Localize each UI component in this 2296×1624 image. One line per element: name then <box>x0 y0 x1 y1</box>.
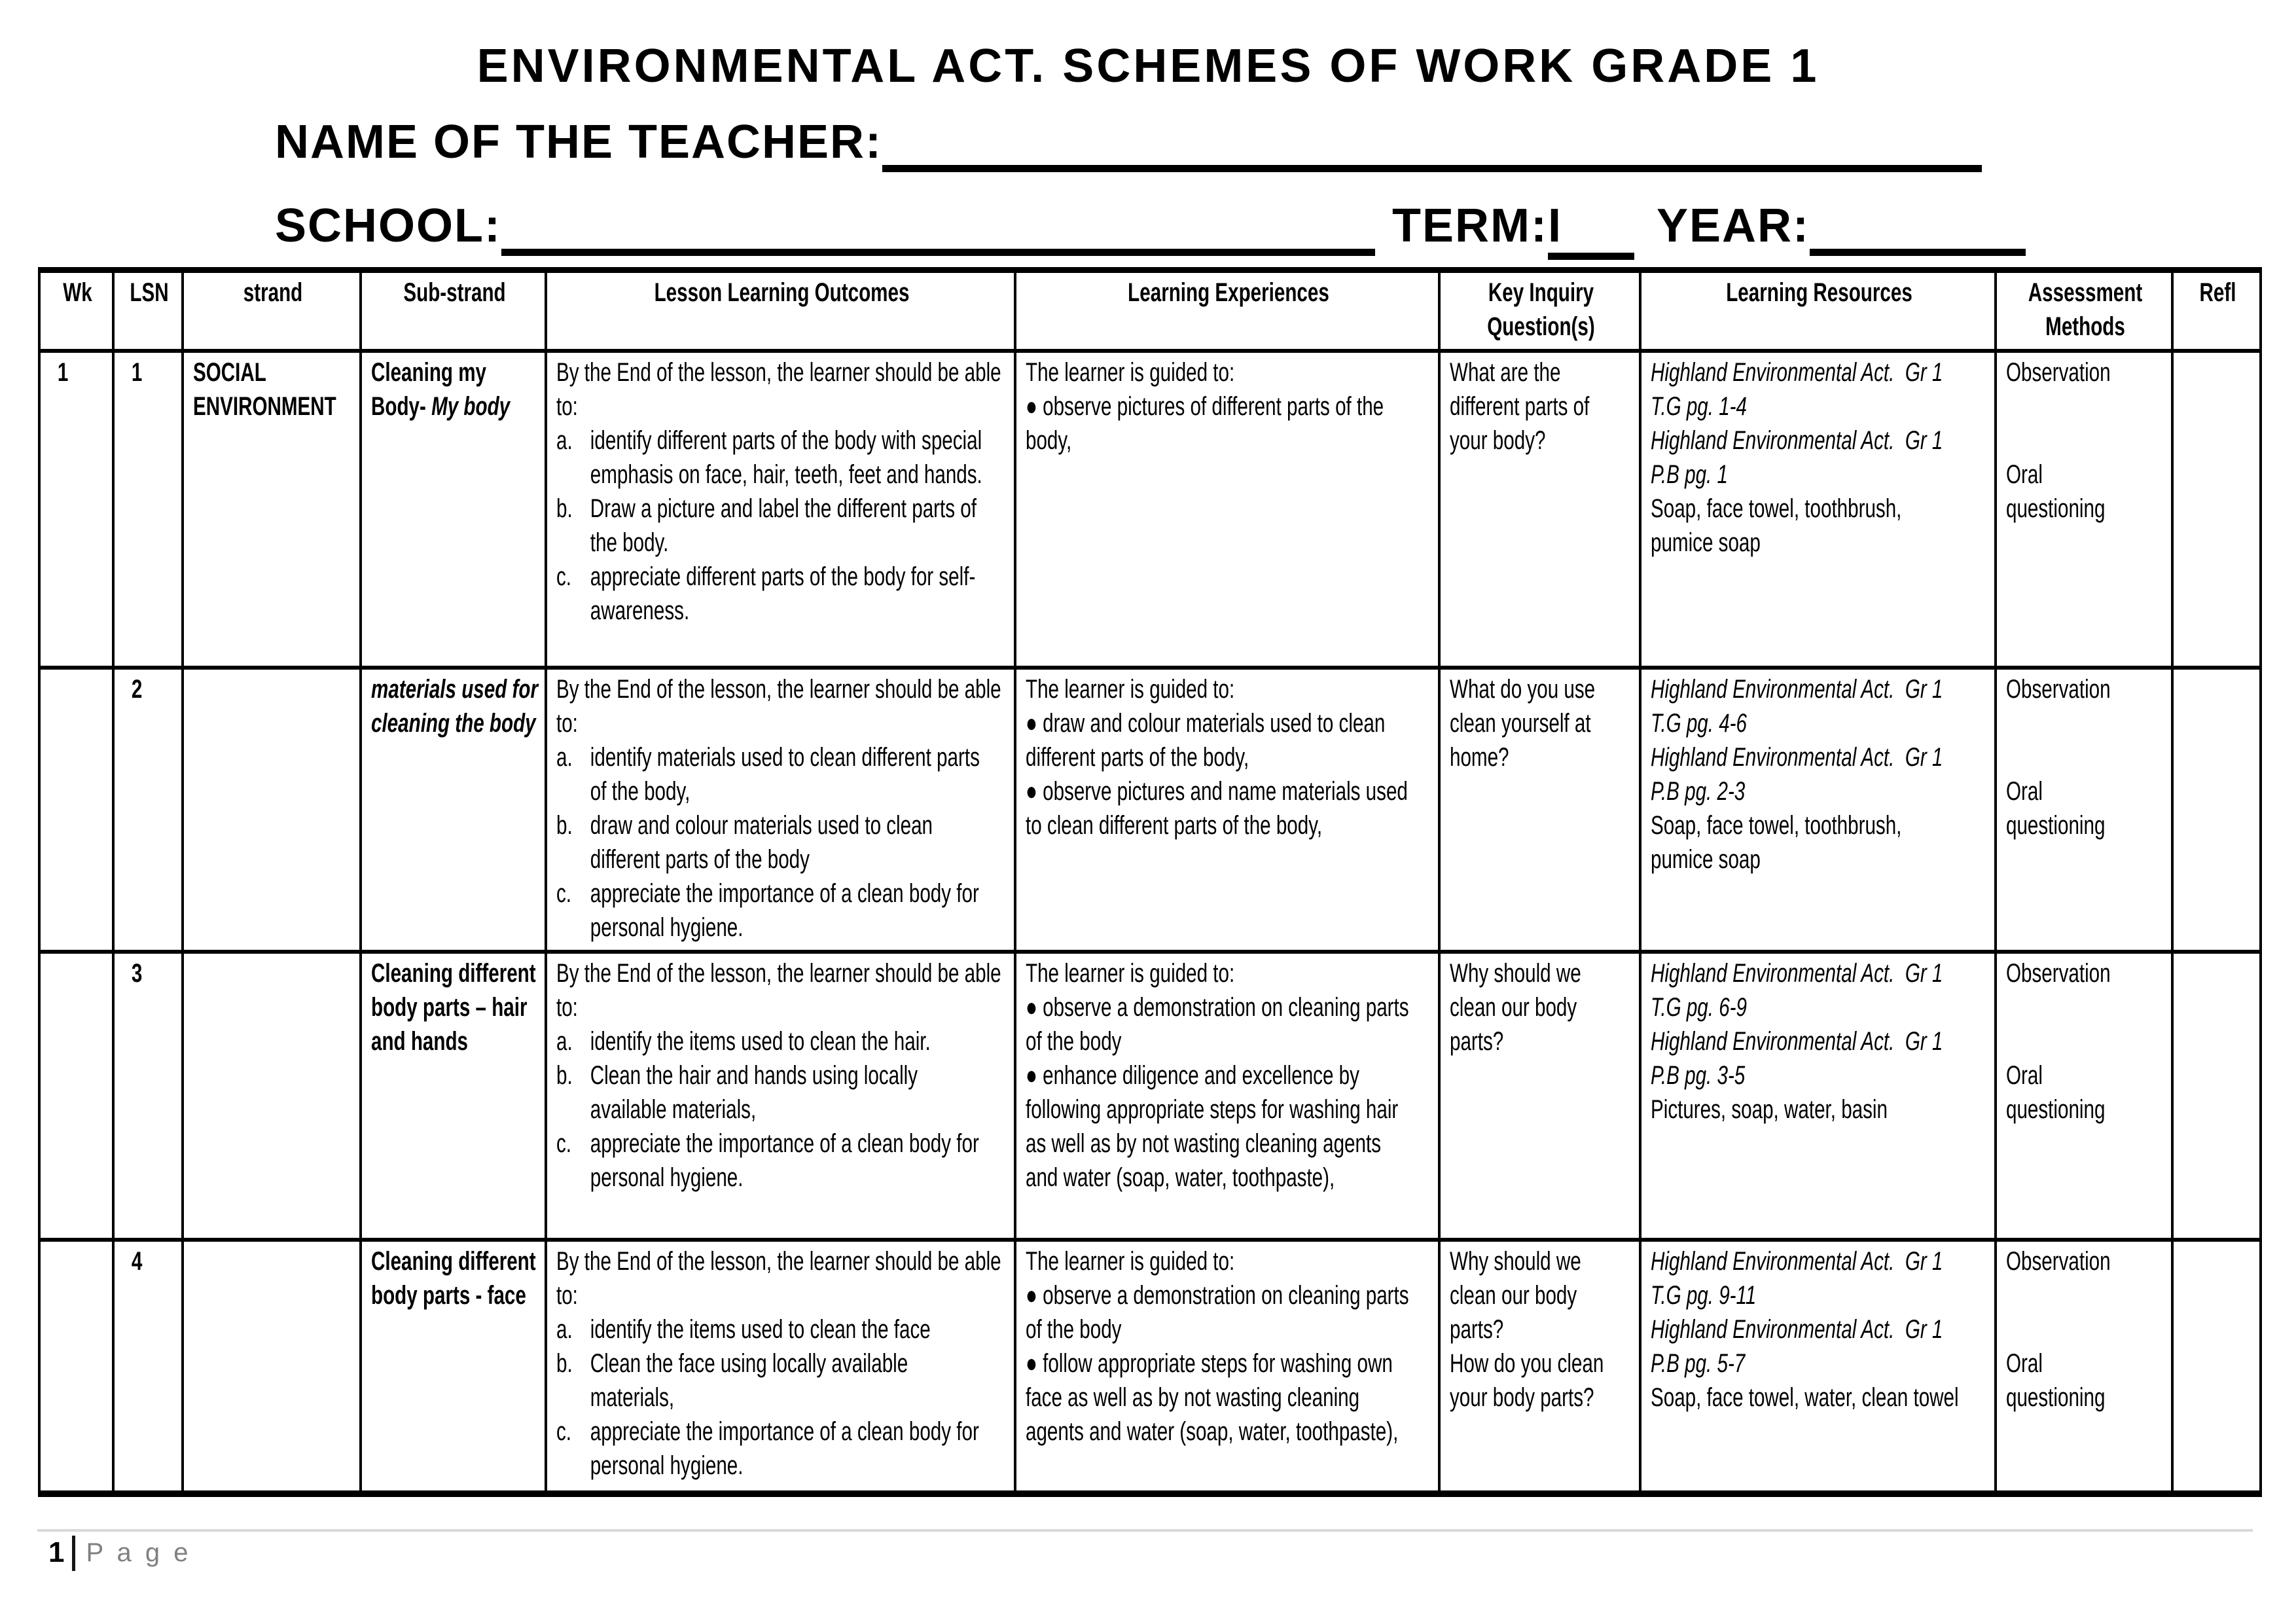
outcomes-intro: By the End of the lesson, the learner should be able to: <box>556 675 1001 738</box>
outcome-item-text: draw and colour materials used to clean different parts of the body <box>590 811 933 874</box>
outcome-item-label: a. <box>556 743 573 772</box>
assessment-method: Observation <box>2006 358 2111 387</box>
outcome-item <box>556 1024 1007 1058</box>
inquiry-content <box>1450 956 1632 1058</box>
outcomes-intro: By the End of the lesson, the learner should be able to: <box>556 959 1001 1022</box>
wk-cell <box>41 353 115 666</box>
experience-bullet: ● enhance diligence and excellence by following appropriate steps for washing hair as well as by not wasting cleaning agents and water (soap, water, toothpaste), <box>1026 1061 1399 1192</box>
outcome-item <box>556 808 1007 876</box>
outcome-item <box>556 1127 1007 1195</box>
experiences-content <box>1026 355 1431 458</box>
teacher-blank-line <box>882 165 1982 172</box>
experiences-cell <box>1016 353 1441 666</box>
outcome-item-label: b. <box>556 1061 573 1090</box>
footer-rule <box>37 1529 2253 1532</box>
strand-cell <box>184 1242 362 1490</box>
outcome-item <box>556 1346 1007 1415</box>
experiences-content <box>1026 956 1431 1195</box>
outcome-item <box>556 876 1007 945</box>
school-blank-line <box>501 249 1375 256</box>
table-header-row <box>41 273 2259 349</box>
resource-item: Highland Environmental Act. Gr 1 P.B pg. 2-3 <box>1651 743 1948 806</box>
table-row <box>41 950 2259 1238</box>
resource-item: Highland Environmental Act. Gr 1 T.G pg. 6-9 <box>1651 959 1948 1022</box>
sub-strand-value <box>371 1244 547 1312</box>
strand-cell <box>184 353 362 666</box>
resources-content <box>1651 1244 1988 1415</box>
outcome-item-label: a. <box>556 1315 573 1344</box>
col-header-lsn: LSN <box>115 273 184 349</box>
refl-cell <box>2174 954 2259 1238</box>
strand-cell <box>184 670 362 950</box>
resources-cell <box>1641 1242 1997 1490</box>
outcome-item-text: Clean the face using locally available materials, <box>590 1349 908 1412</box>
resource-item: Highland Environmental Act. Gr 1 T.G pg. 9-11 <box>1651 1247 1948 1310</box>
sub-strand-cell <box>362 670 547 950</box>
resources-cell <box>1641 954 1997 1238</box>
outcome-item-label: b. <box>556 494 573 523</box>
assessment-cell <box>1997 670 2174 950</box>
outcomes-intro: By the End of the lesson, the learner should be able to: <box>556 358 1001 421</box>
wk-cell <box>41 1242 115 1490</box>
outcomes-content <box>556 956 1007 1195</box>
page-title: ENVIRONMENTAL ACT. SCHEMES OF WORK GRADE 1 <box>476 40 1820 92</box>
sub-strand-value <box>371 355 547 424</box>
resource-item: Highland Environmental Act. Gr 1 P.B pg. 1 <box>1651 426 1948 489</box>
inquiry-question: What do you use clean yourself at home? <box>1450 675 1596 772</box>
outcome-item <box>556 1312 1007 1346</box>
refl-cell <box>2174 353 2259 666</box>
refl-cell <box>2174 1242 2259 1490</box>
col-header-resources: Learning Resources <box>1641 273 1997 349</box>
col-header-inquiry: Key Inquiry Question(s) <box>1441 273 1641 349</box>
term-field <box>1548 199 1634 260</box>
outcomes-content <box>556 1244 1007 1483</box>
lsn-value: 2 <box>131 675 143 704</box>
resource-item: Highland Environmental Act. Gr 1 T.G pg. 4-6 <box>1651 675 1948 738</box>
col-header-experiences: Learning Experiences <box>1016 273 1441 349</box>
experience-bullet: ● observe a demonstration on cleaning parts of the body <box>1026 1281 1409 1344</box>
resources-content <box>1651 355 1988 560</box>
inquiry-question: Why should we clean our body parts? <box>1450 1247 1581 1344</box>
sub-strand-cell <box>362 1242 547 1490</box>
resource-item: Soap, face towel, toothbrush, pumice soap <box>1651 494 1907 557</box>
sub-strand-segment: My body <box>431 392 511 421</box>
resource-item: Highland Environmental Act. Gr 1 P.B pg. 5-7 <box>1651 1315 1948 1378</box>
sub-strand-segment: Cleaning my Body- <box>371 358 487 421</box>
strand-value: SOCIAL ENVIRONMENT <box>193 358 336 421</box>
outcomes-cell <box>547 1242 1016 1490</box>
school-line <box>275 199 2026 260</box>
resource-item: Soap, face towel, toothbrush, pumice soap <box>1651 811 1907 874</box>
inquiry-content <box>1450 355 1632 458</box>
inquiry-question: How do you clean your body parts? <box>1450 1349 1604 1412</box>
resources-cell <box>1641 353 1997 666</box>
outcome-item <box>556 560 1007 628</box>
assessment-content <box>2006 956 2164 1127</box>
footer-page-word: P a g e <box>86 1538 192 1567</box>
inquiry-cell <box>1441 670 1641 950</box>
sub-strand-cell <box>362 353 547 666</box>
col-header-strand: strand <box>184 273 362 349</box>
outcome-item <box>556 424 1007 492</box>
experiences-intro: The learner is guided to: <box>1026 1247 1235 1276</box>
assessment-method: Oral questioning <box>2006 460 2106 523</box>
resource-item: Highland Environmental Act. Gr 1 P.B pg. 3-5 <box>1651 1027 1948 1090</box>
inquiry-content <box>1450 1244 1632 1415</box>
outcome-item <box>556 1058 1007 1127</box>
wk-cell <box>41 670 115 950</box>
year-blank-line <box>1810 249 2026 256</box>
outcome-item-label: a. <box>556 426 573 455</box>
resources-cell <box>1641 670 1997 950</box>
col-header-assessment: Assessment Methods <box>1997 273 2174 349</box>
resource-item: Highland Environmental Act. Gr 1 T.G pg. 1-4 <box>1651 358 1948 421</box>
lsn-cell <box>115 1242 184 1490</box>
experiences-intro: The learner is guided to: <box>1026 675 1235 704</box>
outcome-item-text: Draw a picture and label the different parts of the body. <box>590 494 977 557</box>
assessment-cell <box>1997 1242 2174 1490</box>
page-footer <box>48 1536 192 1571</box>
experiences-cell <box>1016 670 1441 950</box>
wk-value: 1 <box>57 358 69 387</box>
experiences-intro: The learner is guided to: <box>1026 959 1235 988</box>
assessment-content <box>2006 672 2164 842</box>
outcome-item-text: appreciate the importance of a clean body for personal hygiene. <box>590 1129 979 1192</box>
assessment-cell <box>1997 353 2174 666</box>
experience-bullet: ● observe a demonstration on cleaning parts of the body <box>1026 993 1409 1056</box>
footer-page-number: 1 <box>48 1536 65 1568</box>
experiences-cell <box>1016 1242 1441 1490</box>
lsn-cell <box>115 954 184 1238</box>
assessment-content <box>2006 355 2164 526</box>
table-row <box>41 349 2259 666</box>
outcomes-content <box>556 355 1007 628</box>
assessment-method: Oral questioning <box>2006 1349 2106 1412</box>
sub-strand-segment: materials used for cleaning the body <box>371 675 538 738</box>
wk-cell <box>41 954 115 1238</box>
assessment-method: Observation <box>2006 959 2111 988</box>
sub-strand-cell <box>362 954 547 1238</box>
assessment-method: Oral questioning <box>2006 1061 2106 1124</box>
outcomes-cell <box>547 954 1016 1238</box>
table-row <box>41 666 2259 950</box>
resources-content <box>1651 956 1988 1127</box>
col-header-wk: Wk <box>41 273 115 349</box>
sub-strand-segment: Cleaning different body parts – hair and hands <box>371 959 536 1056</box>
lsn-value: 1 <box>131 358 143 387</box>
assessment-method: Observation <box>2006 675 2111 704</box>
outcome-item-text: identify the items used to clean the face <box>590 1315 931 1344</box>
experiences-content <box>1026 672 1431 842</box>
schemes-table <box>38 267 2262 1497</box>
footer-divider-bar <box>72 1536 75 1571</box>
assessment-cell <box>1997 954 2174 1238</box>
outcome-item <box>556 740 1007 808</box>
experiences-intro: The learner is guided to: <box>1026 358 1235 387</box>
experience-bullet: ● draw and colour materials used to clean different parts of the body, <box>1026 709 1386 772</box>
outcomes-content <box>556 672 1007 945</box>
lsn-value: 4 <box>131 1247 143 1276</box>
resource-item: Soap, face towel, water, clean towel <box>1651 1383 1959 1412</box>
inquiry-question: What are the different parts of your body? <box>1450 358 1590 455</box>
lsn-cell <box>115 670 184 950</box>
sub-strand-value <box>371 956 547 1058</box>
experience-bullet: ● observe pictures of different parts of the body, <box>1026 392 1384 455</box>
inquiry-cell <box>1441 1242 1641 1490</box>
inquiry-question: Why should we clean our body parts? <box>1450 959 1581 1056</box>
assessment-method: Observation <box>2006 1247 2111 1276</box>
inquiry-cell <box>1441 353 1641 666</box>
outcome-item <box>556 492 1007 560</box>
strand-cell <box>184 954 362 1238</box>
term-label: TERM: <box>1391 200 1548 252</box>
outcome-item-text: appreciate the importance of a clean body for personal hygiene. <box>590 879 979 942</box>
lsn-cell <box>115 353 184 666</box>
experiences-cell <box>1016 954 1441 1238</box>
resources-content <box>1651 672 1988 876</box>
school-label: SCHOOL: <box>275 200 501 252</box>
col-header-refl: Refl <box>2199 278 2236 307</box>
outcome-item-text: identify materials used to clean different parts of the body, <box>590 743 980 806</box>
lsn-value: 3 <box>131 959 143 988</box>
outcomes-cell <box>547 670 1016 950</box>
term-value: I <box>1547 200 1562 252</box>
outcome-item-label: b. <box>556 811 573 840</box>
inquiry-content <box>1450 672 1632 774</box>
outcomes-intro: By the End of the lesson, the learner should be able to: <box>556 1247 1001 1310</box>
outcome-item-label: c. <box>556 1129 572 1158</box>
inquiry-cell <box>1441 954 1641 1238</box>
outcomes-cell <box>547 353 1016 666</box>
outcome-item-text: appreciate the importance of a clean body for personal hygiene. <box>590 1417 979 1480</box>
experience-bullet: ● follow appropriate steps for washing own face as well as by not wasting cleaning agents and water (soap, water, toothpaste), <box>1026 1349 1399 1446</box>
assessment-method: Oral questioning <box>2006 777 2106 840</box>
sub-strand-segment: Cleaning different body parts - face <box>371 1247 536 1310</box>
table-row <box>41 1238 2259 1490</box>
outcome-item-label: c. <box>556 1417 572 1446</box>
outcome-item <box>556 1415 1007 1483</box>
refl-cell <box>2174 670 2259 950</box>
experience-bullet: ● observe pictures and name materials used to clean different parts of the body, <box>1026 777 1408 840</box>
col-header-outcomes: Lesson Learning Outcomes <box>547 273 1016 349</box>
outcome-item-text: Clean the hair and hands using locally available materials, <box>590 1061 918 1124</box>
outcome-item-label: c. <box>556 562 572 591</box>
assessment-content <box>2006 1244 2164 1415</box>
outcome-item-label: b. <box>556 1349 573 1378</box>
outcome-item-text: identify the items used to clean the hair. <box>590 1027 931 1056</box>
outcome-item-label: c. <box>556 879 572 908</box>
year-label: YEAR: <box>1656 200 1810 252</box>
sub-strand-value <box>371 672 547 740</box>
resource-item: Pictures, soap, water, basin <box>1651 1095 1888 1124</box>
teacher-label: NAME OF THE TEACHER: <box>275 116 882 168</box>
outcome-item-label: a. <box>556 1027 573 1056</box>
outcome-item-text: identify different parts of the body with special emphasis on face, hair, teeth, feet and hands. <box>590 426 982 489</box>
outcome-item-text: appreciate different parts of the body for self-awareness. <box>590 562 976 625</box>
col-header-sub-strand: Sub-strand <box>362 273 547 349</box>
teacher-line <box>275 115 1982 169</box>
experiences-content <box>1026 1244 1431 1449</box>
